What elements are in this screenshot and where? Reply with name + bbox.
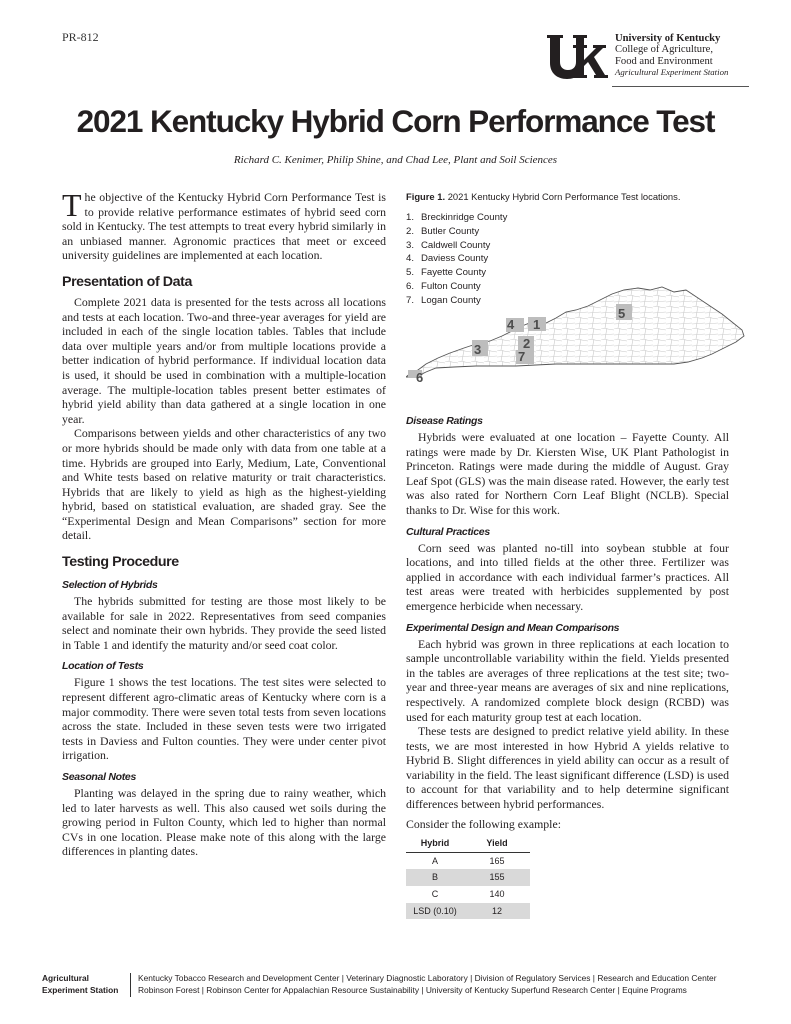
footer-units — [138, 973, 758, 996]
kentucky-outline — [406, 287, 744, 377]
example-intro: Consider the following example: — [406, 816, 561, 831]
figure-1 — [406, 191, 746, 406]
map-label-7: 7 — [518, 349, 526, 364]
page-title: 2021 Kentucky Hybrid Corn Performance Test — [76, 103, 715, 139]
selection-heading: Selection of Hybrids — [62, 579, 158, 592]
seasonal-paragraph: Planting was delayed in the spring due to rainy weather, which led to later harvests as well. This also caused wet soils during the growing period in Fulton County, which led to higher than normal CVs in one location. Please make note of this along with the large differences in planting dates. — [62, 786, 386, 859]
cultural-heading: Cultural Practices — [406, 525, 490, 538]
table-row: B 155 — [406, 869, 530, 886]
county-item: 4. Daviess County — [406, 253, 489, 265]
county-item: 1. Breckinridge County — [406, 212, 508, 223]
footer-line-2: Robinson Forest | Robinson Center for Appalachian Resource Sustainability | University of Kentucky Superfund Research Center | Equine Programs — [138, 984, 687, 995]
left-column — [62, 187, 386, 859]
map-label-2: 2 — [523, 336, 531, 351]
map-label-3: 3 — [474, 342, 482, 357]
uk-logo-text: UK — [545, 33, 547, 34]
map-label-5: 5 — [618, 306, 626, 321]
header-rule — [612, 86, 749, 87]
drop-cap: T — [62, 187, 82, 223]
location-heading: Location of Tests — [62, 660, 144, 673]
intro-text: he objective of the Kentucky Hybrid Corn Performance Test is to provide relative performance estimates of hybrid seed corn sold in Kentucky. The test attempts to treat every hybrid similarly in an unbiased manner. Agronomic practices that meet or exceed university guidelines are implemented at each location. — [62, 190, 386, 263]
disease-heading: Disease Ratings — [406, 415, 483, 427]
county-item: 3. Caldwell County — [406, 239, 491, 251]
cultural-paragraph: Corn seed was planted no-till into soybean stubble at four locations, and into tilled fields at the other three. Fertilizer was applied in accordance with each individual farmer’s practices. All test areas were treated with herbicides supplemented by post emergence herbicide when necessary. — [406, 540, 729, 613]
table-row: LSD (0.10) 12 — [406, 903, 530, 920]
county-item: 6. Fulton County — [406, 280, 481, 292]
map-label-4: 4 — [507, 317, 515, 332]
college-name-1: College of Agriculture, — [615, 44, 713, 56]
footer-brand: Agricultural Experiment Station — [42, 973, 119, 995]
publication-number: PR-812 — [62, 30, 99, 44]
selection-paragraph: The hybrids submitted for testing are those most likely to be available for sale in 2022. Representatives from seed companies select and nominate their own hybrids. They provide the seed listed in Table 1 and identify the maturity and/or seed coat color. — [62, 594, 386, 652]
figure-caption-text: 2021 Kentucky Hybrid Corn Performance Test locations. — [447, 191, 681, 202]
county-item: 7. Logan County — [406, 294, 481, 306]
right-column — [406, 414, 729, 919]
location-paragraph: Figure 1 shows the test locations. The test sites were selected to represent different agro-climatic areas of Kentucky where corn is a major commodity. There were seven total tests from seven locations across the state. Included in these seven tests were two irrigated tests in Daviess and Fulton counties. They were under center pivot irrigation. — [62, 675, 386, 763]
college-name-2: Food and Environment — [615, 55, 713, 67]
figure-label: Figure 1. — [406, 191, 446, 202]
presentation-heading: Presentation of Data — [62, 273, 192, 290]
table-header-yield: Yield — [464, 835, 530, 852]
presentation-paragraph-1: Complete 2021 data is presented for the tests across all locations and tests at each location. Two-and three-year averages for yield are included in each of the single location tables. Tables that include data over multiple years and/or from multiple locations provide a better indication of hybrid performance. If individual location data is used, it should be used in combination with a multiple-location average. The multiple-location tables present better estimates of hybrid yield ability than data gathered at a single location in one year. — [62, 294, 386, 426]
kentucky-map — [406, 284, 746, 399]
footer-divider — [130, 973, 131, 997]
county-item: 2. Butler County — [406, 225, 480, 237]
example-table — [406, 835, 530, 919]
footer-line-1: Kentucky Tobacco Research and Development Center | Veterinary Diagnostic Laboratory | Division of Regulatory Services | Research and Education Center — [138, 973, 717, 983]
figure-caption — [406, 191, 746, 203]
table-row: A 165 — [431, 855, 505, 866]
map-label-1: 1 — [533, 317, 541, 332]
presentation-paragraph-2: Comparisons between yields and other characteristics of any two or more hybrids should be made only with data from one table at a time. Hybrids are grouped into Early, Medium, Late, Conventional and White tests based on relative maturity or trait characteristics. Hybrids that are likely to yield as high as the highest-yielding hybrid, based on statistical evaluation, are shaded gray. See the “Experimental Design and Mean Comparisons” section for more detail. — [62, 426, 386, 543]
map-label-6: 6 — [416, 370, 424, 385]
experimental-heading: Experimental Design and Mean Comparisons — [406, 621, 620, 634]
county-item: 5. Fayette County — [406, 267, 487, 279]
experimental-paragraph-2: These tests are designed to predict relative yield ability. In these tests, we are most interested in how Hybrid A yields relative to Hybrid B. Slight differences in yield ability can occur as a result of variability in the field. The least significant difference (LSD) is used to account for that variability and to help determine significant differences between hybrid performances. — [406, 724, 729, 812]
experimental-paragraph-1: Each hybrid was grown in three replications at each location to sample uncontrollable variability within the field. Yields presented in the tables are averages of three replications at the test site; two-year and three-year means are averages of six and nine replications, respectively. A randomized complete block design (RCBD) was used for each maturity group test at each location. — [406, 636, 729, 724]
station-name: Agricultural Experiment Station — [615, 67, 729, 78]
table-header-hybrid: Hybrid — [406, 835, 464, 852]
testing-heading: Testing Procedure — [62, 554, 179, 571]
table-row: C 140 — [431, 889, 505, 900]
disease-paragraph: Hybrids were evaluated at one location – Fayette County. All ratings were made by Dr. Kiersten Wise, UK Plant Pathologist in Princeton. Ratings were made during the middle of August. Gray Leaf Spot (GLS) was the main disease rated. However, the early test was also rated for Northern Corn Leaf Blight (NCLB). Special thanks to Dr. Wise for this work. — [406, 430, 729, 517]
uk-logo — [545, 33, 608, 81]
authors-line: Richard C. Kenimer, Philip Shine, and Chad Lee, Plant and Soil Sciences — [233, 154, 558, 166]
institution-block — [615, 33, 728, 79]
seasonal-heading: Seasonal Notes — [62, 771, 136, 783]
intro-paragraph — [62, 187, 386, 263]
university-name: University of Kentucky — [615, 33, 721, 44]
